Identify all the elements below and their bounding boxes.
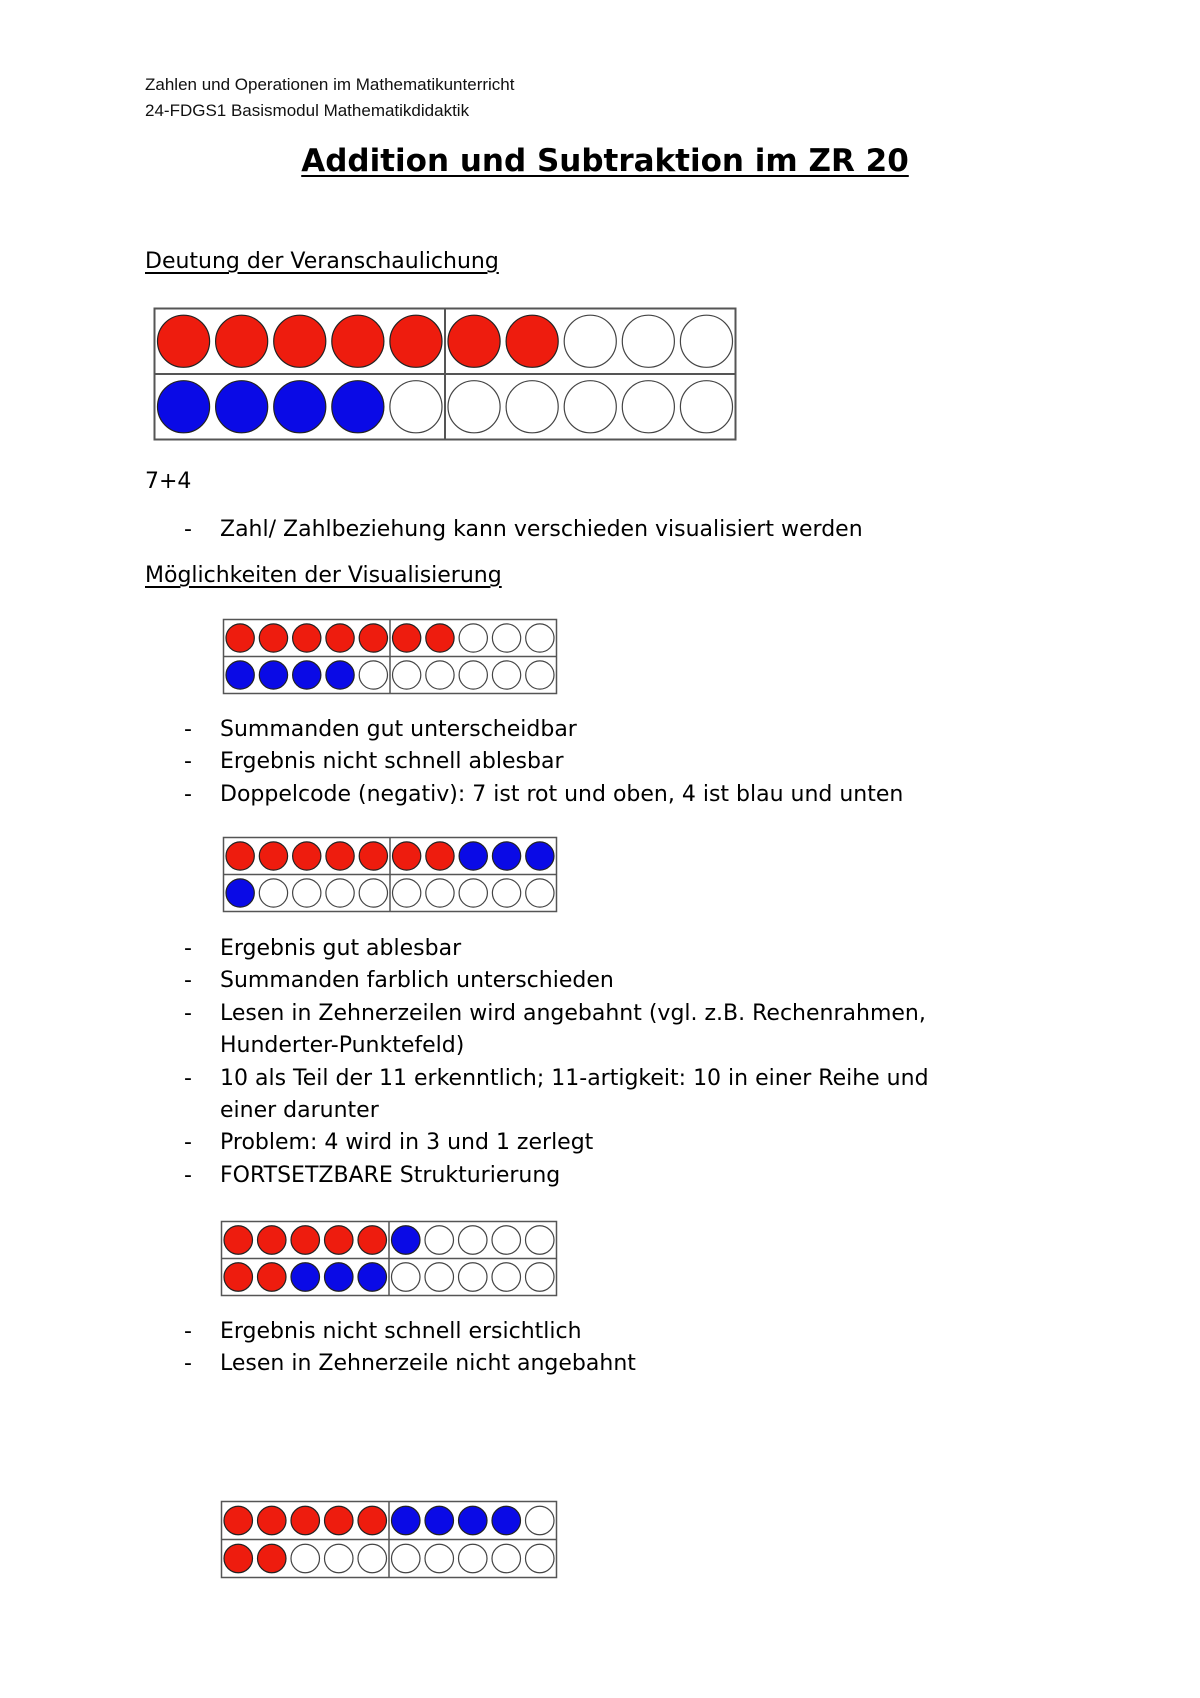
- empty-counter: [492, 1263, 521, 1292]
- empty-counter: [425, 1263, 454, 1292]
- red-counter: [274, 315, 326, 367]
- red-counter: [259, 842, 287, 870]
- empty-counter: [448, 381, 500, 433]
- red-counter: [258, 1544, 287, 1573]
- red-counter: [258, 1226, 287, 1255]
- red-counter: [326, 842, 354, 870]
- red-counter: [258, 1506, 287, 1535]
- red-counter: [325, 1226, 354, 1255]
- page-title: Addition und Subtraktion im ZR 20: [301, 143, 909, 179]
- red-counter: [226, 624, 254, 652]
- ten-frame-variant-2: [222, 836, 558, 913]
- empty-counter: [425, 1226, 454, 1255]
- ten-frame-variant-3: [220, 1220, 558, 1297]
- list-item: - Doppelcode (negativ): 7 ist rot und oben, 4 ist blau und unten: [180, 779, 903, 811]
- blue-counter: [526, 842, 554, 870]
- empty-counter: [390, 381, 442, 433]
- red-counter: [393, 624, 421, 652]
- empty-counter: [459, 1263, 488, 1292]
- red-counter: [506, 315, 558, 367]
- empty-counter: [526, 1263, 555, 1292]
- list-item: - Problem: 4 wird in 3 und 1 zerlegt: [180, 1127, 929, 1159]
- list-item-continuation: Hunderter-Punktefeld): [220, 1033, 465, 1059]
- empty-counter: [293, 879, 321, 907]
- empty-counter: [680, 315, 732, 367]
- red-counter: [325, 1506, 354, 1535]
- red-counter: [291, 1226, 320, 1255]
- list-item: - Summanden farblich unterschieden: [180, 965, 929, 997]
- empty-counter: [459, 624, 487, 652]
- empty-counter: [492, 1544, 521, 1573]
- section-heading-visualization: Möglichkeiten der Visualisierung: [145, 563, 502, 588]
- empty-counter: [392, 1263, 421, 1292]
- blue-counter: [226, 879, 254, 907]
- blue-counter: [259, 661, 287, 689]
- empty-counter: [392, 1544, 421, 1573]
- ten-frame-main: [153, 307, 737, 441]
- bullet-list-variant-3: [180, 1316, 636, 1381]
- header-course-title: Zahlen und Operationen im Mathematikunterricht: [145, 75, 515, 94]
- blue-counter: [226, 661, 254, 689]
- red-counter: [158, 315, 210, 367]
- red-counter: [359, 842, 387, 870]
- empty-counter: [492, 879, 520, 907]
- red-counter: [216, 315, 268, 367]
- empty-counter: [526, 1544, 555, 1573]
- empty-counter: [426, 661, 454, 689]
- blue-counter: [492, 842, 520, 870]
- empty-counter: [459, 879, 487, 907]
- empty-counter: [425, 1544, 454, 1573]
- ten-frame-variant-4: [220, 1500, 558, 1579]
- empty-counter: [393, 661, 421, 689]
- empty-counter: [680, 381, 732, 433]
- empty-counter: [291, 1544, 320, 1573]
- blue-counter: [392, 1226, 421, 1255]
- blue-counter: [216, 381, 268, 433]
- empty-counter: [426, 879, 454, 907]
- empty-counter: [325, 1544, 354, 1573]
- red-counter: [291, 1506, 320, 1535]
- blue-counter: [425, 1506, 454, 1535]
- red-counter: [224, 1263, 253, 1292]
- blue-counter: [459, 1506, 488, 1535]
- empty-counter: [358, 1544, 387, 1573]
- empty-counter: [526, 661, 554, 689]
- list-item: - Ergebnis gut ablesbar: [180, 933, 929, 965]
- empty-counter: [492, 661, 520, 689]
- list-item: - Lesen in Zehnerzeile nicht angebahnt: [180, 1348, 636, 1380]
- red-counter: [224, 1544, 253, 1573]
- red-counter: [448, 315, 500, 367]
- empty-counter: [622, 315, 674, 367]
- empty-counter: [526, 1226, 555, 1255]
- red-counter: [332, 315, 384, 367]
- red-counter: [393, 842, 421, 870]
- header-module-title: 24-FDGS1 Basismodul Mathematikdidaktik: [145, 101, 470, 120]
- red-counter: [390, 315, 442, 367]
- list-item: - Lesen in Zehnerzeilen wird angebahnt (vgl. z.B. Rechenrahmen,: [180, 998, 929, 1030]
- red-counter: [293, 624, 321, 652]
- empty-counter: [459, 1226, 488, 1255]
- red-counter: [358, 1226, 387, 1255]
- empty-counter: [492, 624, 520, 652]
- red-counter: [226, 842, 254, 870]
- blue-counter: [291, 1263, 320, 1292]
- empty-counter: [526, 1506, 555, 1535]
- list-item: - Ergebnis nicht schnell ablesbar: [180, 746, 903, 778]
- blue-counter: [158, 381, 210, 433]
- red-counter: [359, 624, 387, 652]
- list-item: - Ergebnis nicht schnell ersichtlich: [180, 1316, 636, 1348]
- list-item: - Zahl/ Zahlbeziehung kann verschieden visualisiert werden: [180, 514, 863, 546]
- red-counter: [224, 1226, 253, 1255]
- blue-counter: [325, 1263, 354, 1292]
- empty-counter: [393, 879, 421, 907]
- empty-counter: [459, 661, 487, 689]
- red-counter: [358, 1506, 387, 1535]
- blue-counter: [358, 1263, 387, 1292]
- blue-counter: [326, 661, 354, 689]
- empty-counter: [526, 879, 554, 907]
- empty-counter: [564, 381, 616, 433]
- red-counter: [326, 624, 354, 652]
- list-item: - Summanden gut unterscheidbar: [180, 714, 903, 746]
- blue-counter: [492, 1506, 521, 1535]
- blue-counter: [459, 842, 487, 870]
- empty-counter: [326, 879, 354, 907]
- empty-counter: [459, 1544, 488, 1573]
- ten-frame-variant-1: [222, 618, 558, 695]
- bullet-list-interpretation: [180, 514, 863, 546]
- red-counter: [426, 624, 454, 652]
- empty-counter: [259, 879, 287, 907]
- bullet-list-variant-2: [180, 933, 929, 1192]
- red-counter: [426, 842, 454, 870]
- list-item: - 10 als Teil der 11 erkenntlich; 11-artigkeit: 10 in einer Reihe und: [180, 1063, 929, 1095]
- list-item-continuation: einer darunter: [220, 1098, 379, 1124]
- blue-counter: [293, 661, 321, 689]
- blue-counter: [274, 381, 326, 433]
- red-counter: [224, 1506, 253, 1535]
- empty-counter: [359, 661, 387, 689]
- bullet-list-variant-1: [180, 714, 903, 811]
- empty-counter: [506, 381, 558, 433]
- empty-counter: [526, 624, 554, 652]
- red-counter: [259, 624, 287, 652]
- empty-counter: [622, 381, 674, 433]
- section-heading-interpretation: Deutung der Veranschaulichung: [145, 249, 499, 274]
- list-item: - FORTSETZBARE Strukturierung: [180, 1160, 929, 1192]
- empty-counter: [564, 315, 616, 367]
- task-expression: 7+4: [145, 469, 192, 494]
- red-counter: [258, 1263, 287, 1292]
- blue-counter: [332, 381, 384, 433]
- empty-counter: [492, 1226, 521, 1255]
- empty-counter: [359, 879, 387, 907]
- blue-counter: [392, 1506, 421, 1535]
- red-counter: [293, 842, 321, 870]
